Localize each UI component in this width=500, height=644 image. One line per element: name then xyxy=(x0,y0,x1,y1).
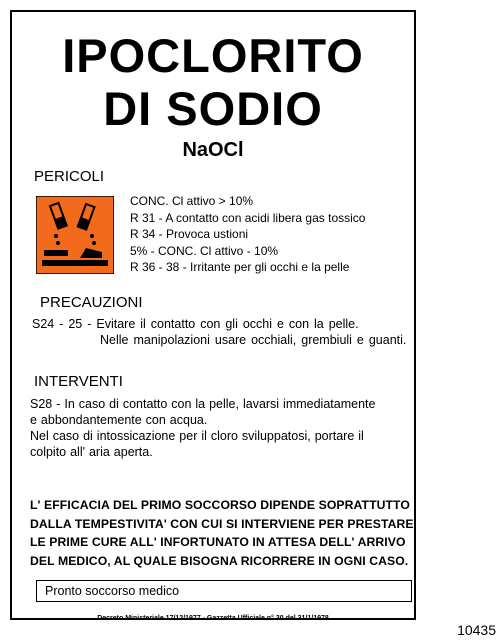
efficacia-line: DALLA TEMPESTIVITA' CON CUI SI INTERVIENE PER PRESTARE xyxy=(30,516,414,531)
decreto-footer: Decreto Ministeriale 17/12/1977 - Gazzetta Ufficiale n° 30 del 31/1/1978 xyxy=(97,615,329,622)
efficacia-line: DEL MEDICO, AL QUALE BISOGNA RICORRERE IN OGNI CASO. xyxy=(30,554,409,569)
pericoli-line: R 36 - 38 - Irritante per gli occhi e la pelle xyxy=(130,260,350,274)
pericoli-line: 5% - CONC. Cl attivo - 10% xyxy=(130,243,279,258)
precauzioni-text xyxy=(32,316,406,348)
interventi-text xyxy=(30,396,375,460)
pericoli-heading: PERICOLI xyxy=(34,168,105,185)
efficacia-line: L' EFFICACIA DEL PRIMO SOCCORSO DIPENDE SOPRATTUTTO xyxy=(30,498,410,512)
interventi-line: S28 - In caso di contatto con la pelle, lavarsi immediatamente xyxy=(30,397,376,411)
title-line-2: DI SODIO xyxy=(103,82,323,135)
pronto-soccorso-box: Pronto soccorso medico xyxy=(36,580,412,602)
interventi-line: colpito all' aria aperta. xyxy=(30,445,153,459)
precauzioni-line-1: S24 - 25 - Evitare il contatto con gli occhi e con la pelle. xyxy=(32,317,359,331)
precauzioni-line-2: Nelle manipolazioni usare occhiali, grembiuli e guanti. xyxy=(100,333,407,347)
interventi-line: Nel caso di intossicazione per il cloro sviluppatosi, portare il xyxy=(30,429,364,443)
interventi-line: e abbondantemente con acqua. xyxy=(30,413,208,427)
precauzioni-heading: PRECAUZIONI xyxy=(40,294,143,311)
pericoli-line: CONC. Cl attivo > 10% xyxy=(130,194,254,208)
pericoli-list xyxy=(130,193,365,276)
chemical-formula: NaOCl xyxy=(182,139,244,161)
efficacia-line: LE PRIME CURE ALL' INFORTUNATO IN ATTESA DELL' ARRIVO xyxy=(30,535,406,550)
title-line-1: IPOCLORITO xyxy=(62,29,364,82)
efficacia-text xyxy=(30,496,414,571)
product-code: 10435 xyxy=(457,622,496,638)
pericoli-line: R 34 - Provoca ustioni xyxy=(130,227,249,241)
interventi-heading: INTERVENTI xyxy=(34,373,123,390)
corrosive-hazard-icon xyxy=(36,196,114,274)
pericoli-line: R 31 - A contatto con acidi libera gas tossico xyxy=(130,210,366,225)
safety-sign xyxy=(10,10,416,620)
